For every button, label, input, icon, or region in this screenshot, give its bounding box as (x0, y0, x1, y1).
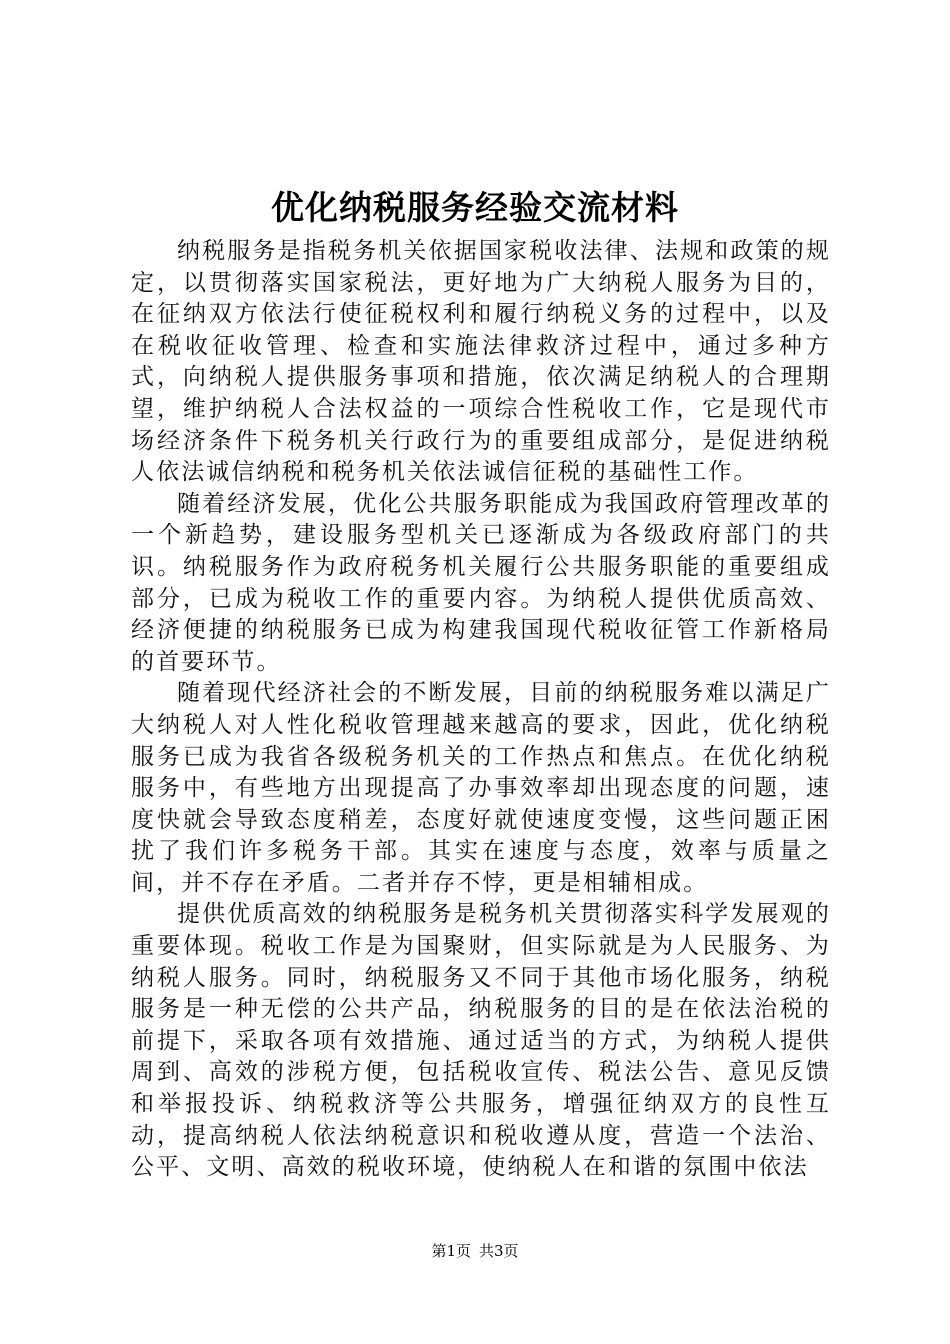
page-total: 共3页 (479, 1242, 519, 1260)
document-title: 优化纳税服务经验交流材料 (271, 188, 679, 227)
paragraph-3: 随着现代经济社会的不断发展，目前的纳税服务难以满足广大纳税人对人性化税收管理越来越高的要求，因此，优化纳税服务已成为我省各级税务机关的工作热点和焦点。在优化纳税服务中，有些地方出现提高了办事效率却出现态度的问题，速度快就会导致态度稍差，态度好就使速度变慢，这些问题正困扰了我们许多税务干部。其实在速度与态度，效率与质量之间，并不存在矛盾。二者并存不悖，更是相辅相成。 (131, 680, 831, 896)
paragraph-1: 纳税服务是指税务机关依据国家税收法律、法规和政策的规定，以贯彻落实国家税法，更好地为广大纳税人服务为目的，在征纳双方依法行使征税权利和履行纳税义务的过程中，以及在税收征收管理、检查和实施法律救济过程中，通过多种方式，向纳税人提供服务事项和措施，依次满足纳税人的合理期望，维护纳税人合法权益的一项综合性税收工作，它是现代市场经济条件下税务机关行政行为的重要组成部分，是促进纳税人依法诚信纳税和税务机关依法诚信征税的基础性工作。 (131, 238, 831, 486)
paragraph-4: 提供优质高效的纳税服务是税务机关贯彻落实科学发展观的重要体现。税收工作是为国聚财，但实际就是为人民服务、为纳税人服务。同时，纳税服务又不同于其他市场化服务，纳税服务是一种无偿的公共产品，纳税服务的目的是在依法治税的前提下，采取各项有效措施、通过适当的方式，为纳税人提供周到、高效的涉税方便，包括税收宣传、税法公告、意见反馈和举报投诉、纳税救济等公共服务，增强征纳双方的良性互动，提高纳税人依法纳税意识和税收遵从度，营造一个法治、公平、文明、高效的税收环境，使纳税人在和谐的氛围中依法 (131, 901, 831, 1181)
page-number: 第1页 (431, 1242, 471, 1260)
page-footer (0, 1241, 950, 1261)
paragraph-2: 随着经济发展，优化公共服务职能成为我国政府管理改革的一个新趋势，建设服务型机关已逐渐成为各级政府部门的共识。纳税服务作为政府税务机关履行公共服务职能的重要组成部分，已成为税收工作的重要内容。为纳税人提供优质高效、经济便捷的纳税服务已成为构建我国现代税收征管工作新格局的首要环节。 (131, 490, 831, 675)
document-body (131, 236, 831, 1184)
